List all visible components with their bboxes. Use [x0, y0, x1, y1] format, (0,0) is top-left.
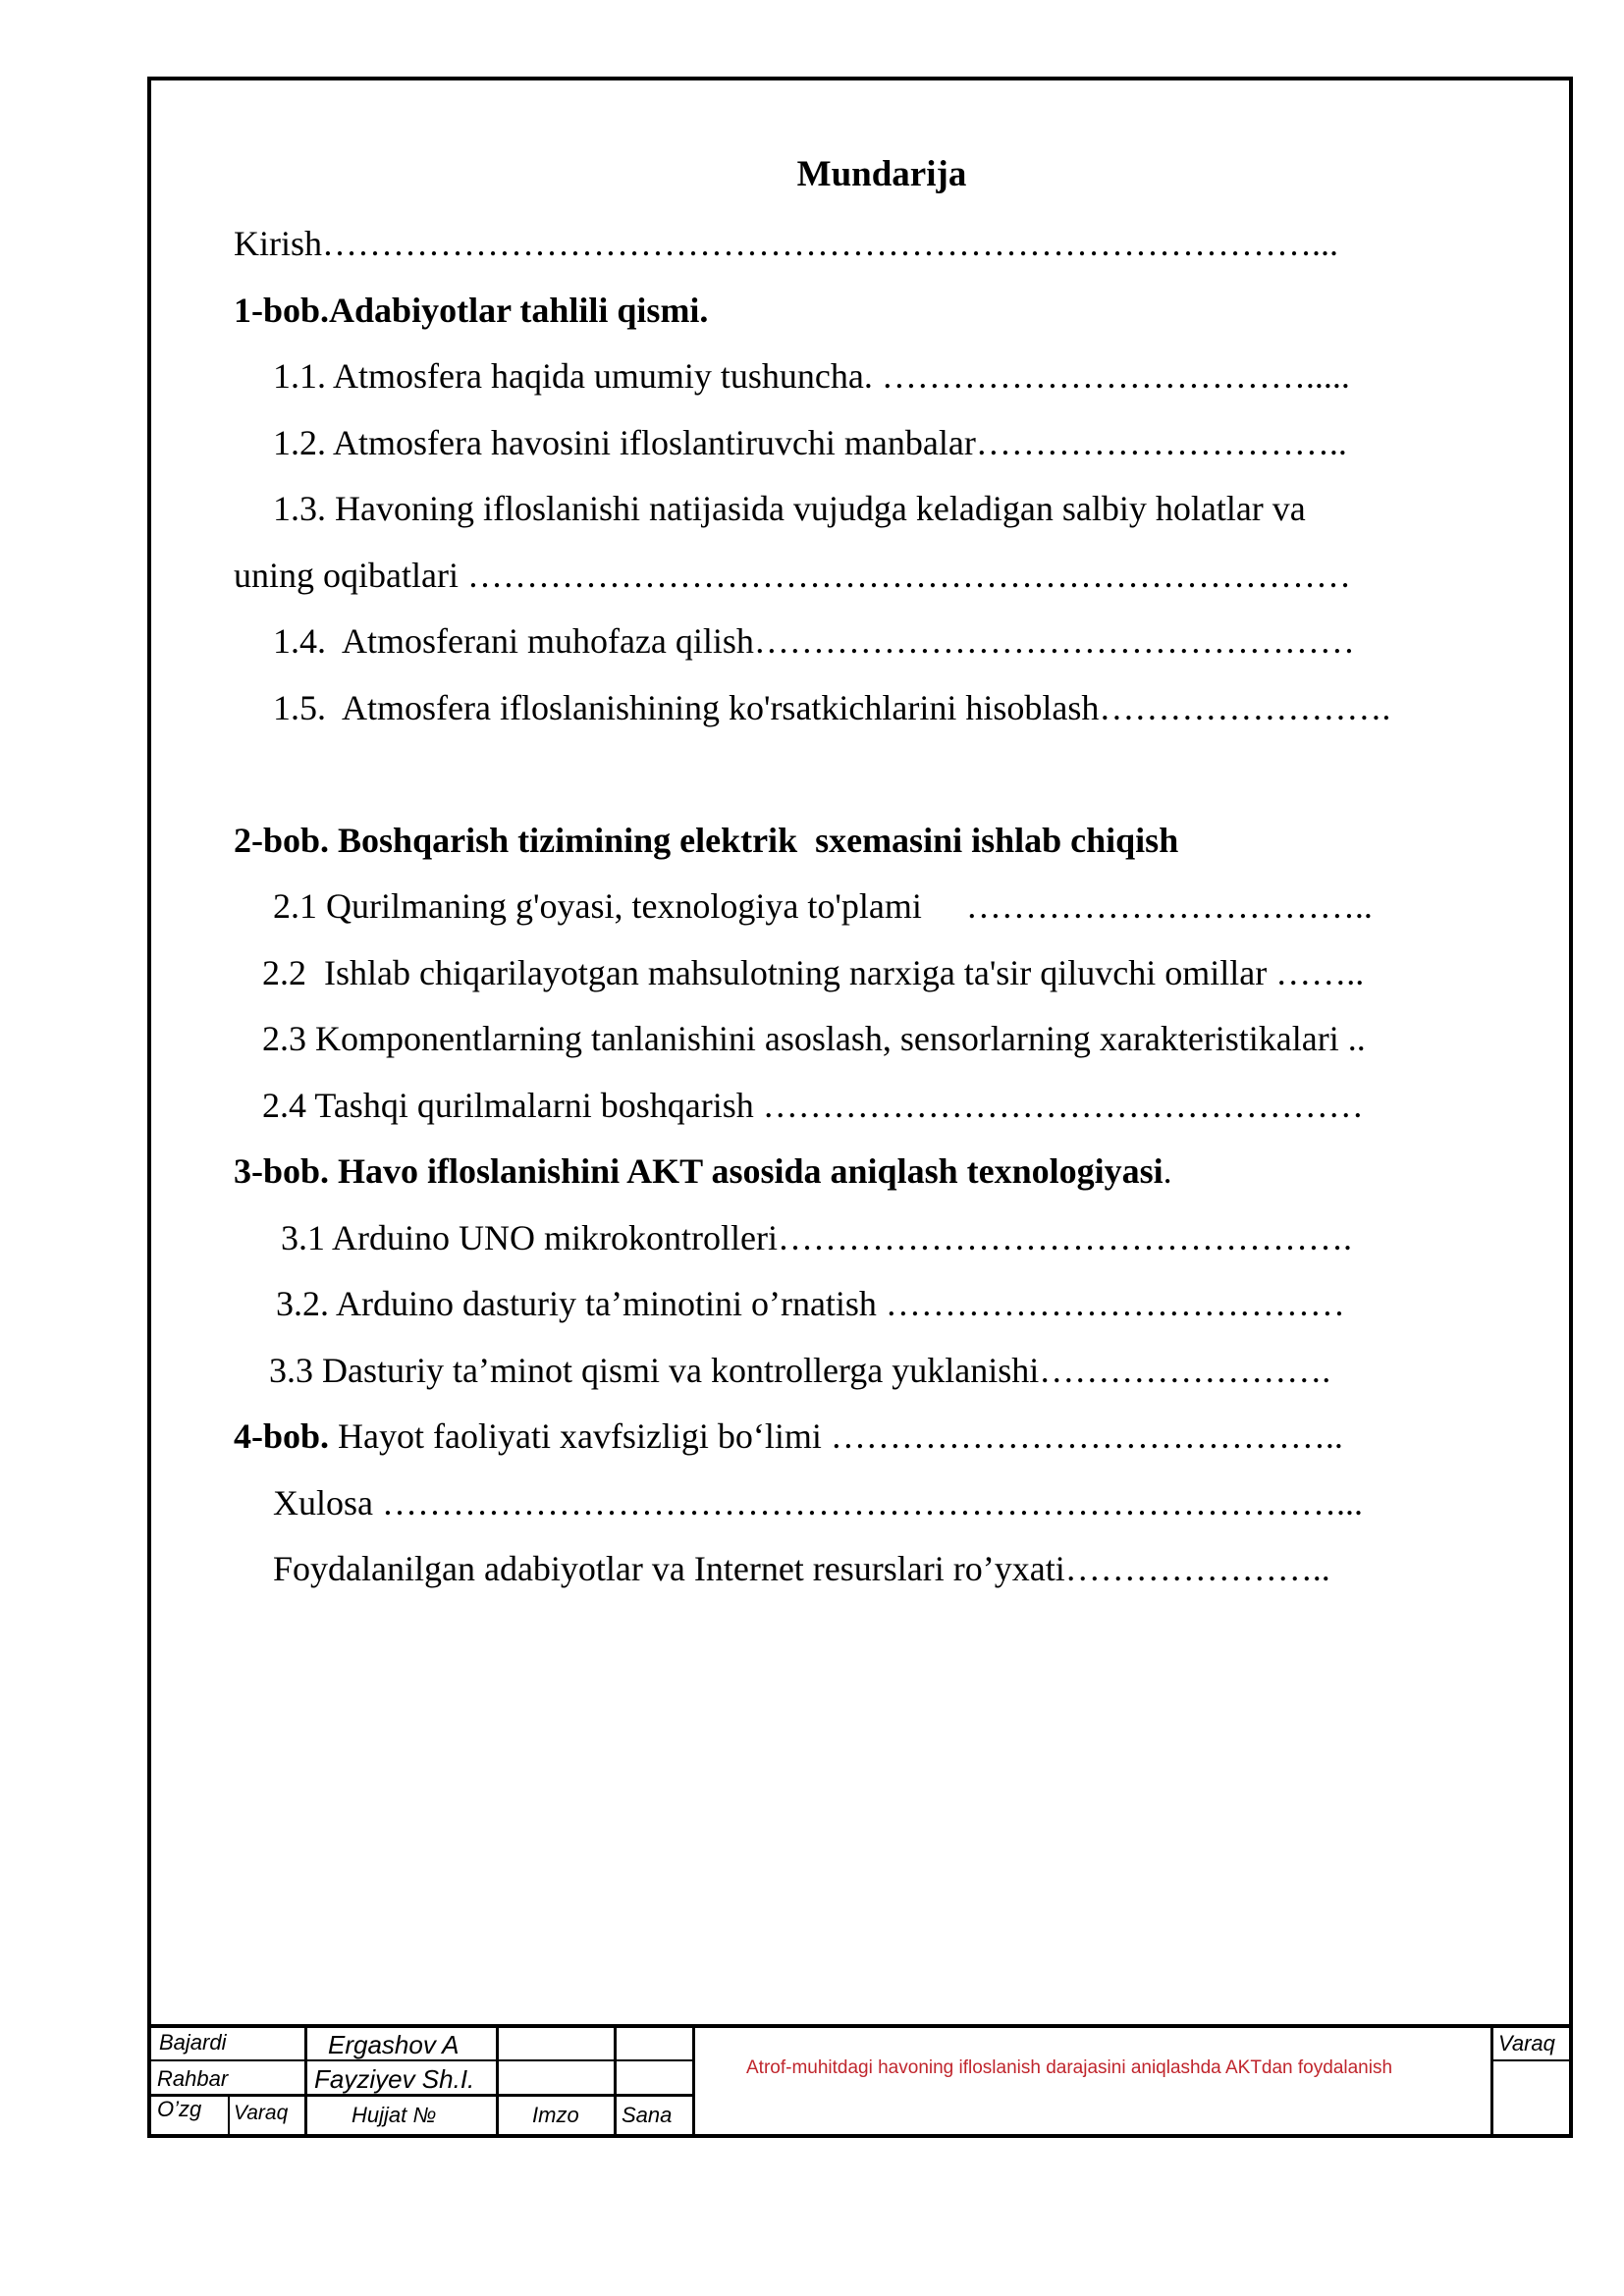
toc-chapter-3 — [234, 1153, 1172, 1189]
stamp-vline-6 — [1490, 2026, 1493, 2135]
toc-chapter-3-title: 3-bob. Havo ifloslanishini AKT asosida aniqlash texnologiyasi — [234, 1151, 1164, 1191]
toc-chapter-2: 2-bob. Boshqarish tizimining elektrik sxemasini ishlab chiqish — [234, 821, 1179, 860]
toc-entry-xulosa: Xulosa ………………………………………………………………………... — [273, 1483, 1363, 1522]
document-title: Atrof-muhitdagi havoning ifloslanish darajasini aniqlashda AKTdan foydalanish — [746, 2057, 1393, 2078]
toc-entry-1-3-cont: uning oqibatlari ………………………………………………………………… — [234, 556, 1351, 595]
toc-entry-1-5: 1.5. Atmosfera ifloslanishining ko'rsatkichlarini hisoblash……………………. — [273, 688, 1391, 727]
stamp-varaq-line — [1490, 2059, 1571, 2061]
toc-entry-1-2: 1.2. Atmosfera havosini ifloslantiruvchi manbalar………………………….. — [273, 423, 1347, 462]
toc-chapter-3-suffix: . — [1163, 1151, 1172, 1191]
rahbar-name: Fayziyev Sh.I. — [314, 2064, 475, 2094]
toc-entry-3-2: 3.2. Arduino dasturiy ta’minotini o’rnatish ………………………………… — [276, 1284, 1345, 1323]
stamp-vline-5 — [692, 2026, 695, 2135]
toc-entry-3-1: 3.1 Arduino UNO mikrokontrolleri…………………………………………. — [281, 1218, 1352, 1257]
toc-chapter-4-title: 4-bob. — [234, 1416, 330, 1456]
imzo-label: Imzo — [532, 2103, 579, 2127]
stamp-vline-3 — [496, 2026, 499, 2135]
stamp-top-line — [149, 2024, 1571, 2028]
ozg-label: O’zg — [157, 2097, 202, 2121]
sana-label: Sana — [622, 2103, 673, 2127]
rahbar-label: Rahbar — [157, 2066, 229, 2091]
varaq-right-label: Varaq — [1498, 2031, 1555, 2056]
toc-entry-references: Foydalanilgan adabiyotlar va Internet resurslari ro’yxati………………….. — [273, 1549, 1330, 1588]
toc-chapter-1: 1-bob.Adabiyotlar tahlili qismi. — [234, 291, 709, 330]
bajardi-label: Bajardi — [159, 2030, 227, 2055]
toc-entry-2-2: 2.2 Ishlab chiqarilayotgan mahsulotning narxiga ta'sir qiluvchi omillar …….. — [262, 953, 1365, 992]
toc-chapter-4-suffix: Hayot faoliyati xavfsizligi bo‘limi …………………………………….. — [329, 1416, 1343, 1456]
toc-entry-1-4: 1.4. Atmosferani muhofaza qilish…………………………………………… — [273, 621, 1355, 661]
toc-entry-1-3: 1.3. Havoning ifloslanishi natijasida vujudga keladigan salbiy holatlar va — [273, 489, 1306, 528]
toc-entry-1-1: 1.1. Atmosfera haqida umumiy tushuncha. ………………………………..... — [273, 356, 1350, 396]
toc-entry-kirish: Kirish…………………………………………………………………………... — [234, 224, 1338, 263]
stamp-vline-2 — [304, 2026, 307, 2135]
stamp-vline-4 — [614, 2026, 617, 2135]
bajardi-name: Ergashov A — [328, 2030, 460, 2059]
stamp-vline-1 — [228, 2096, 230, 2135]
hujjat-label: Hujjat № — [352, 2103, 437, 2127]
varaq-label: Varaq — [234, 2102, 289, 2124]
toc-entry-3-3: 3.3 Dasturiy ta’minot qismi va kontrollerga yuklanishi……………………. — [269, 1351, 1331, 1390]
toc-entry-2-3: 2.3 Komponentlarning tanlanishini asoslash, sensorlarning xarakteristikalari .. — [262, 1019, 1366, 1058]
toc-entry-2-4: 2.4 Tashqi qurilmalarni boshqarish …………………………………………… — [262, 1086, 1364, 1125]
toc-heading: Mundarija — [796, 154, 967, 194]
toc-entry-2-1: 2.1 Qurilmaning g'oyasi, texnologiya to'plami …………………………….. — [273, 886, 1373, 926]
toc-chapter-4 — [234, 1418, 1343, 1454]
